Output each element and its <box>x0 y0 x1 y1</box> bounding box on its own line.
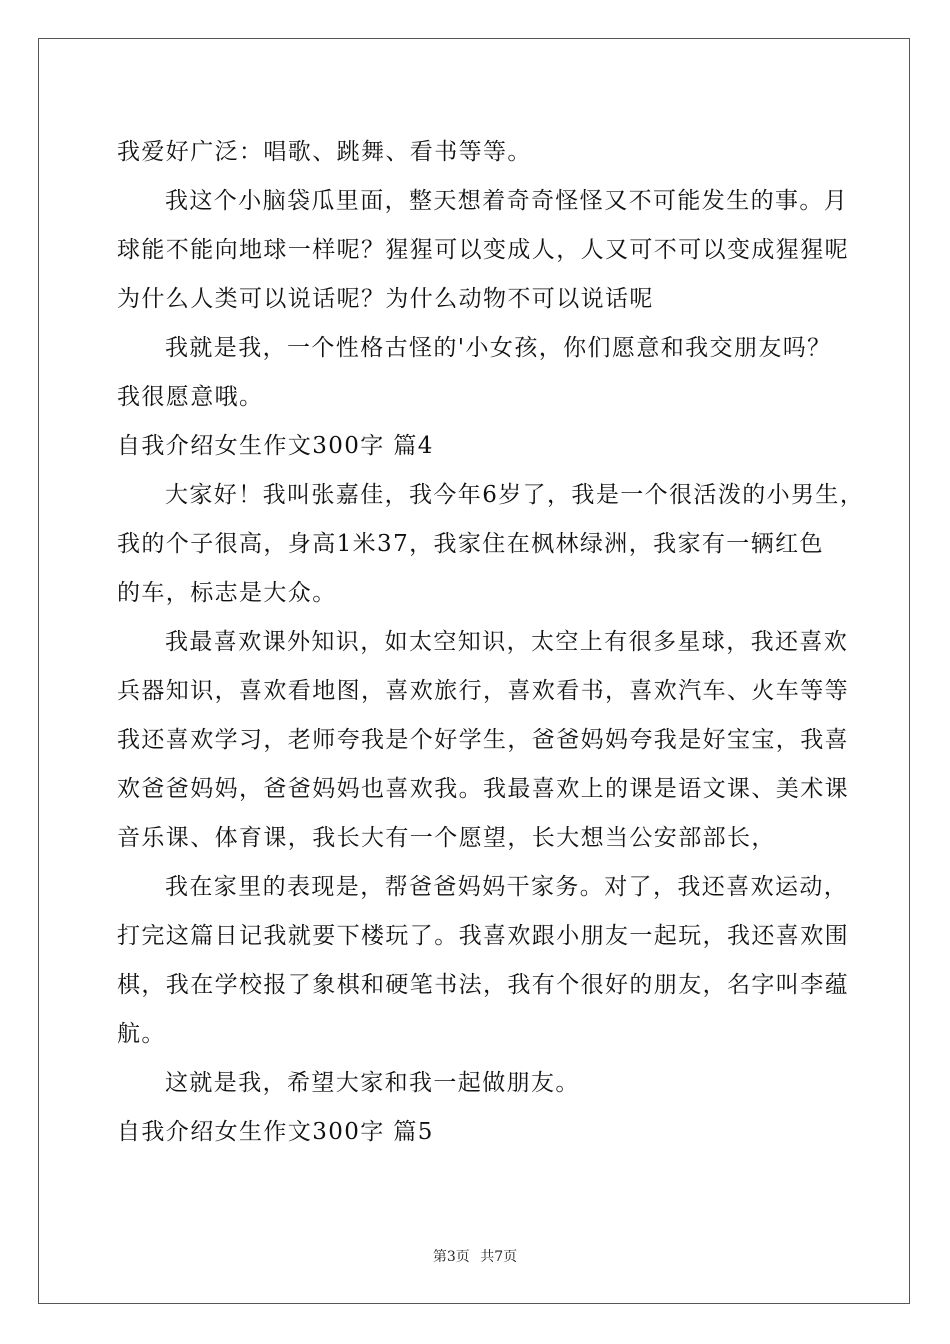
text-line: 我在家里的表现是，帮爸爸妈妈干家务。对了，我还喜欢运动， <box>165 874 849 900</box>
text-line: 这就是我，希望大家和我一起做朋友。 <box>165 1070 580 1096</box>
text-line: 打完这篇日记我就要下楼玩了。我喜欢跟小朋友一起玩，我还喜欢围 <box>117 923 849 949</box>
total-page-count: 共7页 <box>480 1249 518 1265</box>
text-line: 兵器知识，喜欢看地图，喜欢旅行，喜欢看书，喜欢汽车、火车等等 <box>117 678 849 704</box>
text-line: 我最喜欢课外知识，如太空知识，太空上有很多星球，我还喜欢 <box>165 629 849 655</box>
text-line: 音乐课、体育课，我长大有一个愿望，长大想当公安部部长， <box>117 825 776 851</box>
text-line: 的车，标志是大众。 <box>117 580 337 606</box>
text-line: 大家好！我叫张嘉佳，我今年6岁了，我是一个很活泼的小男生， <box>165 482 865 508</box>
current-page-number: 第3页 <box>432 1249 470 1265</box>
text-line: 欢爸爸妈妈，爸爸妈妈也喜欢我。我最喜欢上的课是语文课、美术课 <box>117 776 849 802</box>
section-heading: 自我介绍女生作文300字 篇4 <box>117 433 434 459</box>
text-line: 我这个小脑袋瓜里面，整天想着奇奇怪怪又不可能发生的事。月 <box>165 188 849 214</box>
text-line: 我还喜欢学习，老师夸我是个好学生，爸爸妈妈夸我是好宝宝，我喜 <box>117 727 849 753</box>
text-line: 棋，我在学校报了象棋和硬笔书法，我有个很好的朋友，名字叫李蕴 <box>117 972 849 998</box>
text-line: 我的个子很高，身高1米37，我家住在枫林绿洲，我家有一辆红色 <box>117 531 824 557</box>
text-line: 我爱好广泛：唱歌、跳舞、看书等等。 <box>117 139 532 165</box>
text-line: 为什么人类可以说话呢？为什么动物不可以说话呢 <box>117 286 654 312</box>
document-body <box>117 128 865 1157</box>
text-line: 航。 <box>117 1021 166 1047</box>
text-line: 我很愿意哦。 <box>117 384 264 410</box>
text-line: 我就是我，一个性格古怪的'小女孩，你们愿意和我交朋友吗？ <box>165 335 832 361</box>
page-footer <box>0 1246 950 1266</box>
section-heading: 自我介绍女生作文300字 篇5 <box>117 1119 434 1145</box>
text-line: 球能不能向地球一样呢？猩猩可以变成人，人又可不可以变成猩猩呢 <box>117 237 849 263</box>
